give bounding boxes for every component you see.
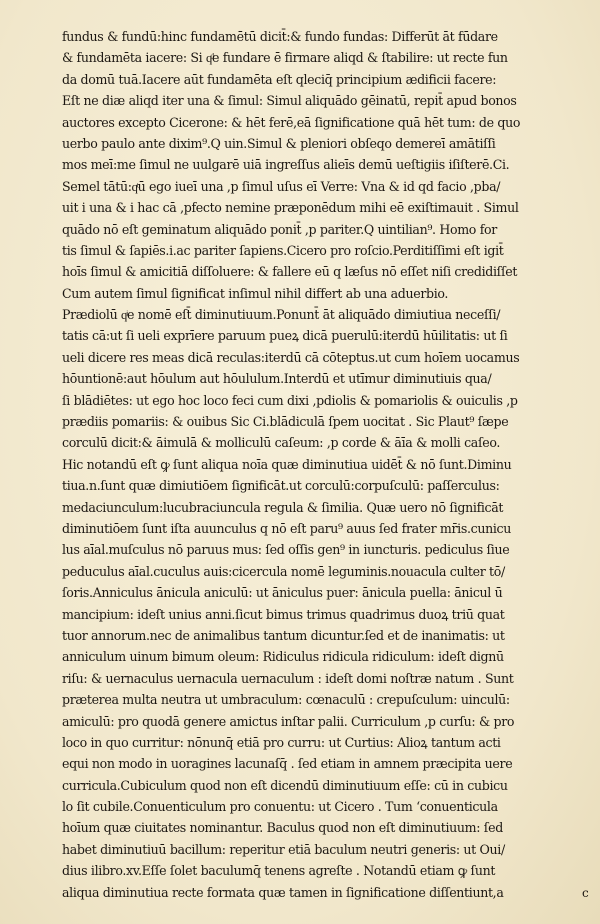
text-line-28: mancipium: ideſt unius anni.ſicut bimus trimus quadrimus duoꝝ triū quat: [62, 606, 505, 622]
text-line-1: fundus & fundū:hinc fundamētū dicit̄:& fundo fundas: Differūt āt fūdare: [62, 29, 498, 44]
text-line-40: dius ilibro.xv.Eſſe ſolet baculumq̄ tenens agreſte . Notandū etiam ꝙ ſunt: [62, 863, 496, 879]
text-line-30: anniculum uinum bimum oleum: Ridiculus ridicula ridiculum: ideſt dignū: [62, 649, 504, 665]
text-line-25: lus aīal.muſculus nō paruus mus: ſed oſſis gen⁹ in iuncturis. pediculus ſiue: [62, 542, 510, 558]
text-line-27: ſoris.Anniculus ānicula aniculū: ut āniculus puer: ānicula puella: ānicul ū: [62, 585, 503, 601]
text-line-7: mos meī:me ſimul ne uulgarē uiā ingreſſus alieīs demū ueſtigiis iſiſterē.Ci.: [62, 157, 510, 173]
text-line-12: hoīs ſimul & amicitiā diſſoluere: & fallere eū q læſus nō eſſet niſi credidiſſet: [62, 264, 518, 280]
text-line-3: da domū tuā.Iacere aūt fundamēta eſt qleciq̄ principium ædificii facere:: [62, 71, 497, 87]
text-line-9: uit i una & i hac cā ,pfecto nemine præponēdum mihi eē exiſtimauit . Simul: [62, 200, 519, 216]
text-line-11: tis ſimul & ſapiēs.i.ac pariter ſapiens.Cicero pro roſcio.Perditiſſimi eſt igit̄: [62, 242, 504, 258]
text-line-20: corculū dicit:& āimulā & molliculū caſeum: ,p corde & āīa & molli caſeo.: [62, 435, 501, 451]
text-line-14: Prædiolū qͥe nomē eſt̄ diminutiuum.Ponunt̄ āt aliquādo dimiutiua neceſſi/: [62, 307, 501, 323]
text-line-31: riſu: & uernaculus uernacula uernaculum : ideſt domi noſtræ natum . Sunt: [62, 670, 514, 686]
text-line-5: auctores excepto Cicerone: & hēt ferē,eā ſignificatione quā hēt tum: de quo: [62, 114, 521, 130]
text-block: [62, 26, 572, 903]
text-line-19: prædiis pomariis: & ouibus Sic Ci.blādiculā ſpem uocitat . Sic Plaut⁹ ſæpe: [62, 414, 509, 430]
text-line-26: peduculus aīal.cuculus auis:cicercula nomē leguminis.nouacula culter tō/: [62, 563, 505, 579]
text-line-18: ſi blādiētes: ut ego hoc loco feci cum dixi ,pdiolis & pomariolis & ouiculis ,p: [62, 392, 518, 408]
text-line-8: Semel tātū:qͭū ego iueī una ,p ſimul uſus eī Verre: Vna & id qd facio ,pba/: [62, 178, 501, 194]
text-line-10: quādo nō eſt geminatum aliquādo ponit̄ ,p pariter.Q uintilian⁹. Homo for: [62, 221, 497, 237]
text-line-15: tatis cā:ut ſi ueli exprīere paruum pueꝝ dicā puerulū:iterdū hūilitatis: ut ſi: [62, 328, 508, 344]
text-line-4: Eſt ne diæ aliqd iter una & ſimul: Simul aliquādo gēinatū, repit̄ apud bonos: [62, 93, 517, 109]
text-line-13: Cum autem ſimul ſignificat inſimul nihil differt ab una aduerbio.: [62, 285, 449, 301]
text-line-34: loco in quo curritur: nōnunq̄ etiā pro curru: ut Curtius: Alioꝝ tantum acti: [62, 734, 501, 750]
text-line-38: hoīum quæ ciuitates nominantur. Baculus quod non eſt diminutiuum: ſed: [62, 820, 503, 836]
text-line-41: aliqua diminutiua recte formata quæ tamen in ſignificatione diſſentiunt,a: [62, 884, 504, 900]
text-line-33: amiculū: pro quodā genere amictus inſtar palii. Curriculum ,p curſu: & pro: [62, 713, 515, 729]
text-line-6: uerbo paulo ante dixim⁹.Q uin.Simul & pleniori obſeqo demereī amātiſſi: [62, 135, 496, 151]
text-line-37: lo ſit cubile.Conuenticulum pro conuentu: ut Cicero . Tum ‘conuenticula: [62, 799, 498, 815]
text-line-21: Hic notandū eſt ꝙ ſunt aliqua noīa quæ diminutiua uidēt̄ & nō ſunt.Diminu: [62, 456, 512, 472]
text-line-2: & fundamēta iacere: Si qͩe fundare ē firmare aliqd & ſtabilire: ut recte fun: [62, 50, 508, 66]
text-line-39: habet diminutiuū bacillum: reperitur etiā baculum neutri generis: ut Oui/: [62, 841, 505, 857]
text-line-32: præterea multa neutra ut umbraculum: cœnaculū : crepuſculum: uinculū:: [62, 692, 510, 708]
text-line-22: tiua.n.ſunt quæ dimiutiōem ſignificāt.ut corculū:corpuſculū: paſſerculus:: [62, 478, 500, 494]
text-line-36: curricula.Cubiculum quod non eſt dicendū diminutiuum eſſe: cū in cubicu: [62, 777, 508, 793]
text-line-23: medaciunculum:lucubraciuncula regula & ſimilia. Quæ uero nō ſignificāt: [62, 499, 504, 515]
text-line-29: tuor annorum.nec de animalibus tantum dicuntur.ſed et de inanimatis: ut: [62, 627, 505, 643]
text-line-35: equi non modo in uoragines lacunaſq̄ . ſed etiam in amnem præcipita uere: [62, 756, 513, 772]
signature-mark: c: [582, 886, 589, 900]
text-line-17: hōuntionē:aut hōulum aut hōululum.Interdū et utīmur diminutiuis qua/: [62, 371, 492, 387]
text-line-24: diminutiōem ſunt iſta auunculus q nō eſt paru⁹ auus ſed frater mr̄is.cunicu: [62, 520, 511, 536]
text-line-16: ueli dicere res meas dicā reculas:iterdū cā cōteptus.ut cum hoīem uocamus: [62, 349, 520, 365]
